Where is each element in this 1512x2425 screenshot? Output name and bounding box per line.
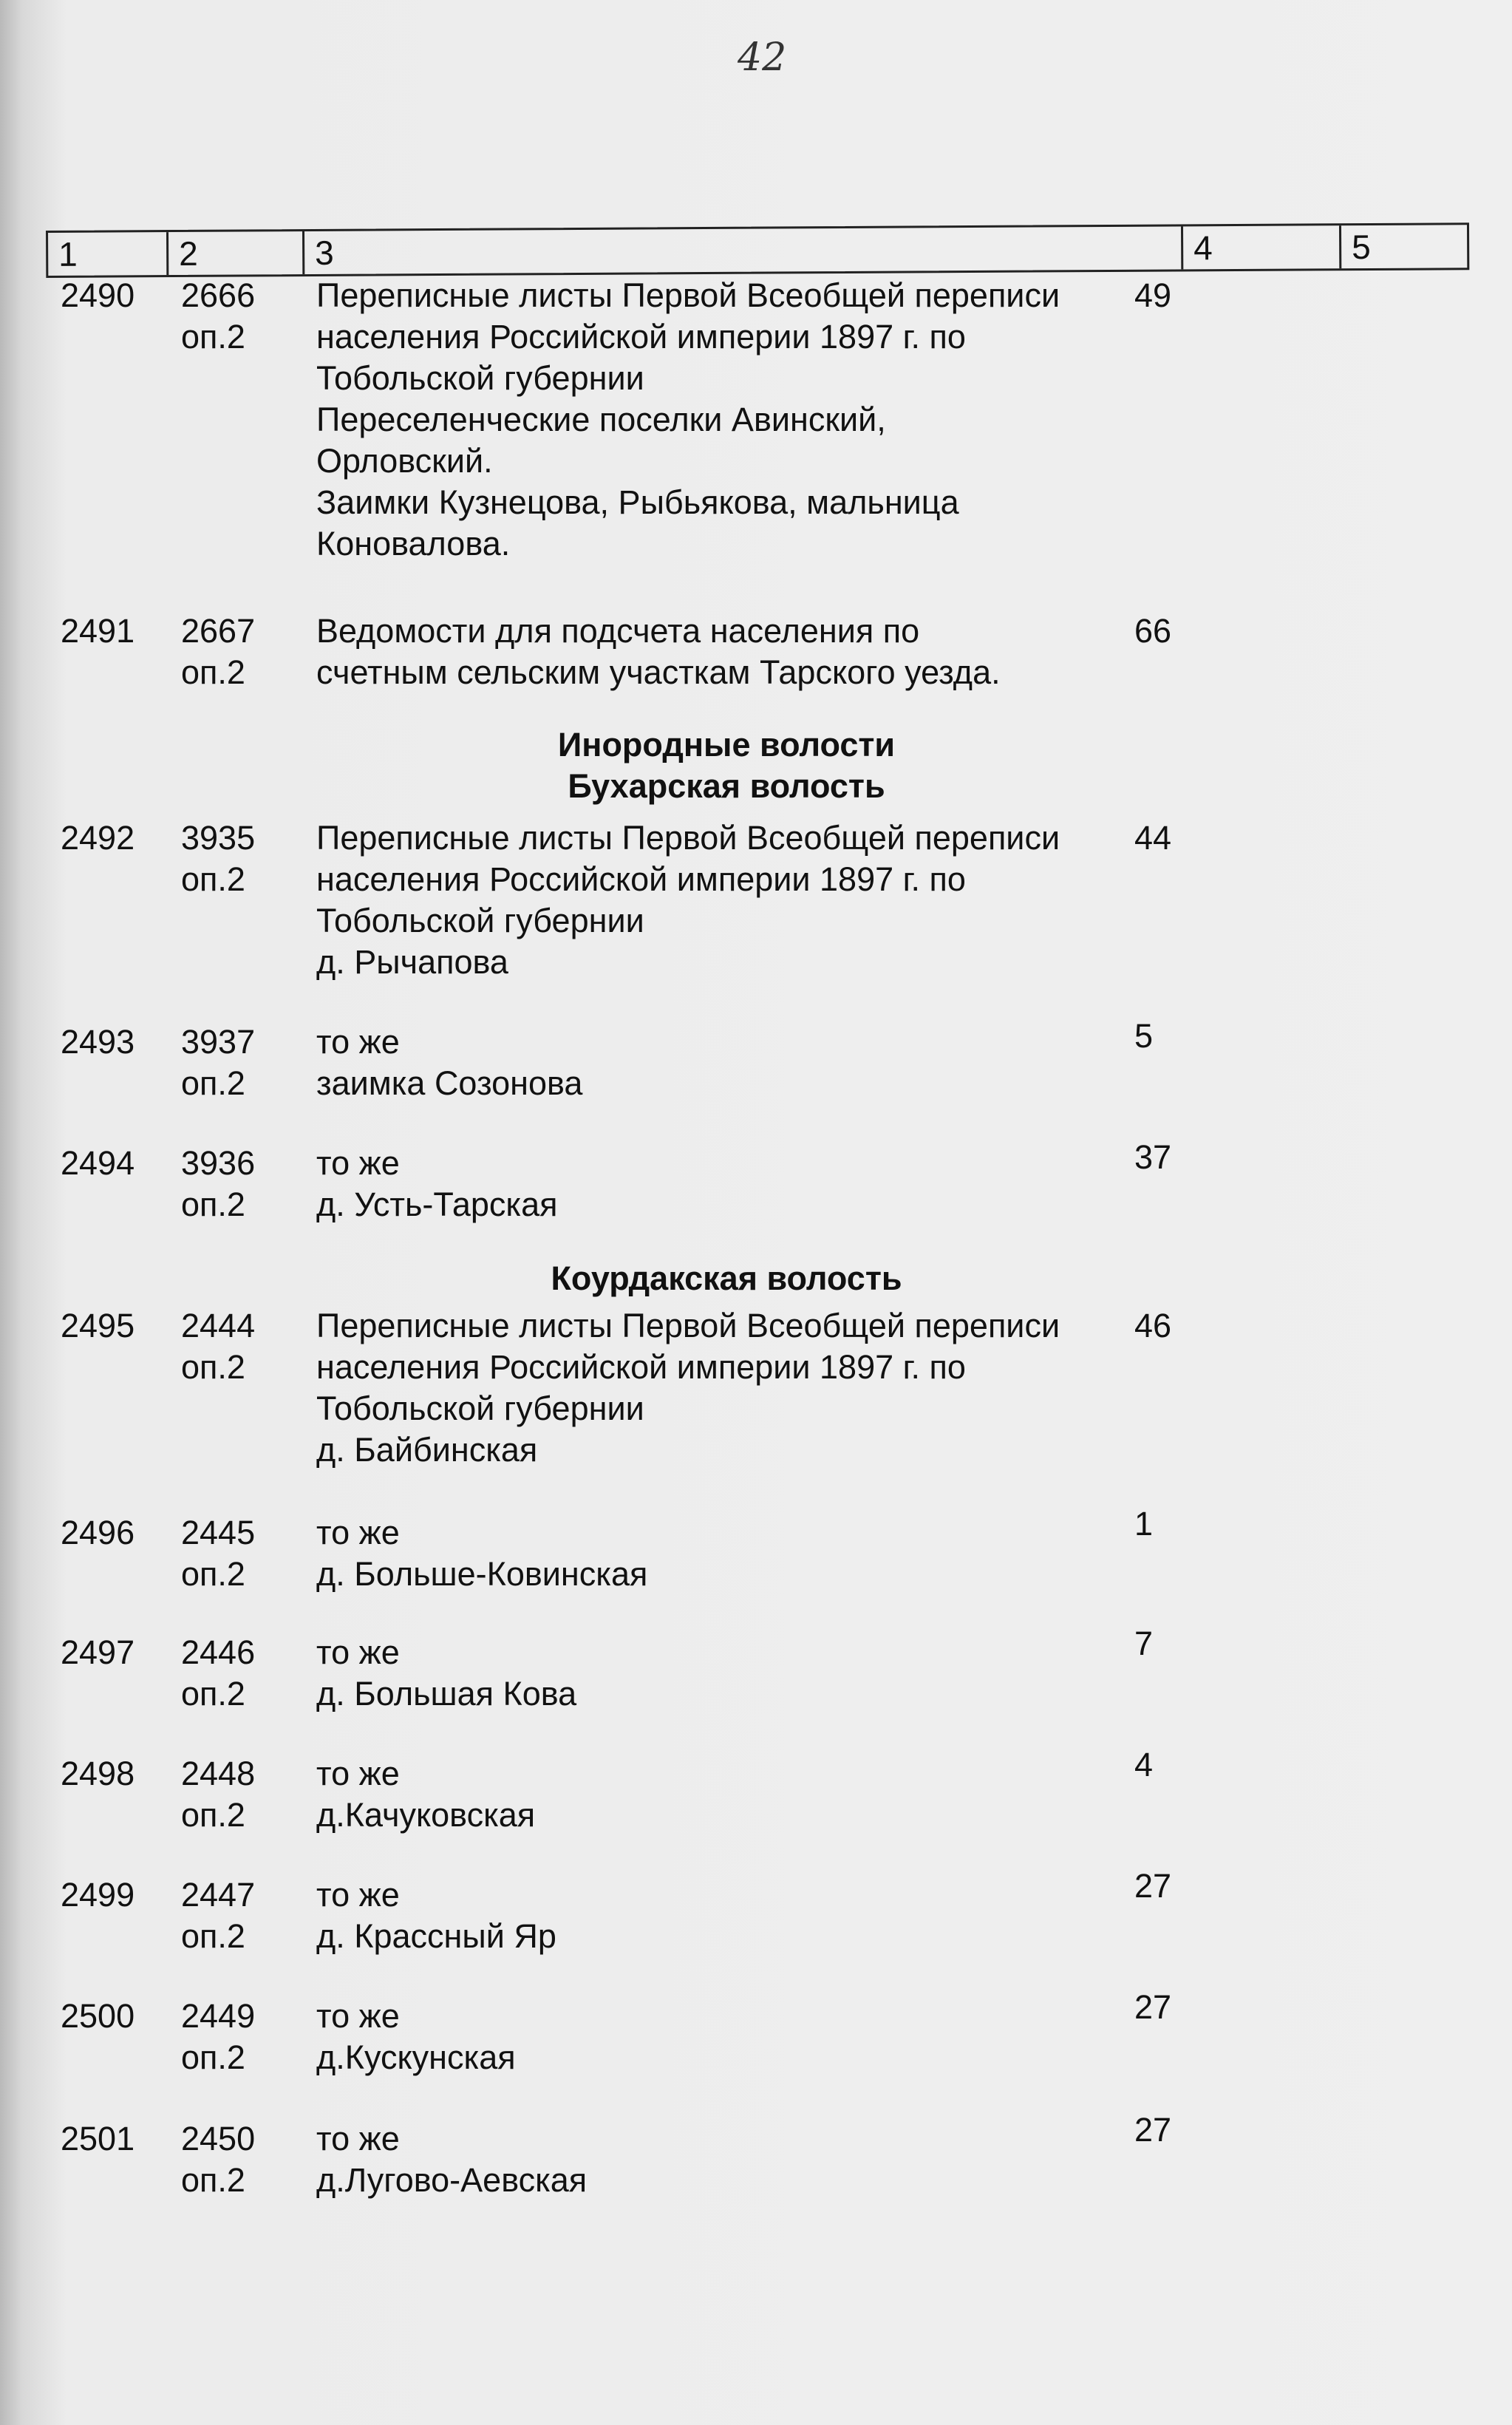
- row-code: [181, 1996, 255, 2078]
- description-line: д.Лугово-Аевская: [316, 2161, 588, 2199]
- description-line: населения Российской империи 1897 г. по: [316, 1348, 966, 1386]
- section-heading-bukharskaya: Бухарская волость: [568, 767, 885, 805]
- description-line: д. Байбинская: [316, 1431, 538, 1469]
- case-number: 2666: [181, 276, 256, 314]
- inventory-number: оп.2: [181, 1796, 245, 1834]
- row-code: [181, 1305, 255, 1388]
- row-code: [181, 817, 255, 900]
- row-description: [316, 1632, 1137, 1715]
- row-description: [316, 1753, 1137, 1836]
- row-number: 2498: [61, 1755, 135, 1792]
- row-description: [316, 1996, 1137, 2078]
- row-number: 2501: [61, 2120, 135, 2157]
- inventory-number: оп.2: [181, 1675, 245, 1713]
- row-description: [316, 1512, 1137, 1595]
- column-header-5: 5: [1352, 227, 1371, 267]
- inventory-number: оп.2: [181, 860, 245, 898]
- row-number: 2495: [61, 1307, 135, 1344]
- description-line: д.Качуковская: [316, 1796, 536, 1834]
- row-code: [181, 1753, 255, 1836]
- inventory-number: оп.2: [181, 1555, 245, 1593]
- sheet-count: 27: [1134, 2111, 1172, 2149]
- row-number: 2499: [61, 1876, 135, 1914]
- row-number: 2497: [61, 1633, 135, 1671]
- section-heading-kourdakskaya: Коурдакская волость: [551, 1259, 902, 1297]
- case-number: 2448: [181, 1755, 256, 1792]
- description-line: Заимки Кузнецова, Рыбьякова, мальница: [316, 483, 959, 521]
- description-line: Тобольской губернии: [316, 902, 644, 939]
- description-line: Коновалова.: [316, 525, 511, 562]
- row-code: [181, 1632, 255, 1715]
- description-line: то же: [316, 1023, 400, 1061]
- sheet-count: 49: [1134, 276, 1172, 314]
- description-line: то же: [316, 1876, 400, 1914]
- sheet-count: 37: [1134, 1138, 1172, 1176]
- description-line: д.Кускунская: [316, 2038, 516, 2076]
- description-line: то же: [316, 1755, 400, 1792]
- sheet-count: 27: [1134, 1988, 1172, 2026]
- row-code: [181, 610, 255, 693]
- case-number: 2445: [181, 1514, 256, 1551]
- inventory-number: оп.2: [181, 1186, 245, 1223]
- description-line: то же: [316, 2120, 400, 2157]
- row-number: 2494: [61, 1144, 135, 1182]
- description-line: населения Российской империи 1897 г. по: [316, 860, 966, 898]
- inventory-number: оп.2: [181, 1917, 245, 1955]
- column-header-2: 2: [168, 231, 304, 275]
- sheet-count: 66: [1134, 612, 1172, 650]
- description-line: Переписные листы Первой Всеобщей переписи: [316, 1307, 1060, 1344]
- sheet-count: 1: [1134, 1505, 1154, 1543]
- row-code: [181, 1143, 255, 1225]
- inventory-number: оп.2: [181, 318, 245, 356]
- case-number: 2446: [181, 1633, 256, 1671]
- description-line: д. Рычапова: [316, 943, 508, 981]
- column-header-4: 4: [1183, 225, 1341, 269]
- inventory-number: оп.2: [181, 1064, 245, 1102]
- inventory-number: оп.2: [181, 2161, 245, 2199]
- sheet-count: 44: [1134, 819, 1172, 857]
- column-header-1: 1: [48, 232, 168, 276]
- row-code: [181, 1512, 255, 1595]
- case-number: 2447: [181, 1876, 256, 1914]
- description-line: д. Усть-Тарская: [316, 1186, 558, 1223]
- row-number: 2490: [61, 276, 135, 314]
- row-description: [316, 817, 1137, 983]
- description-line: Орловский.: [316, 442, 493, 480]
- case-number: 2450: [181, 2120, 256, 2157]
- row-description: [316, 275, 1137, 565]
- row-number: 2493: [61, 1023, 135, 1061]
- sheet-count: 7: [1134, 1625, 1154, 1662]
- description-line: то же: [316, 1144, 400, 1182]
- case-number: 3936: [181, 1144, 256, 1182]
- row-number: 2491: [61, 612, 135, 650]
- row-code: [181, 1021, 255, 1104]
- description-line: д. Крассный Яр: [316, 1917, 556, 1955]
- sheet-count: 5: [1134, 1017, 1154, 1055]
- description-line: то же: [316, 1997, 400, 2035]
- row-number: 2500: [61, 1997, 135, 2035]
- row-description: [316, 2118, 1137, 2201]
- sheet-count: 46: [1134, 1307, 1172, 1344]
- row-number: 2496: [61, 1514, 135, 1551]
- row-code: [181, 2118, 255, 2201]
- description-line: Тобольской губернии: [316, 359, 644, 397]
- inventory-number: оп.2: [181, 653, 245, 691]
- sheet-count: 4: [1134, 1746, 1154, 1783]
- description-line: то же: [316, 1514, 400, 1551]
- description-line: Ведомости для подсчета населения по: [316, 612, 920, 650]
- case-number: 3935: [181, 819, 256, 857]
- description-line: то же: [316, 1633, 400, 1671]
- case-number: 3937: [181, 1023, 256, 1061]
- description-line: заимка Созонова: [316, 1064, 583, 1102]
- description-line: Переписные листы Первой Всеобщей переписи: [316, 276, 1060, 314]
- description-line: д. Большая Кова: [316, 1675, 577, 1713]
- row-description: [316, 610, 1137, 693]
- row-description: [316, 1305, 1137, 1471]
- page-number: 42: [738, 35, 787, 80]
- case-number: 2449: [181, 1997, 256, 2035]
- row-description: [316, 1021, 1137, 1104]
- inventory-number: оп.2: [181, 1348, 245, 1386]
- case-number: 2667: [181, 612, 256, 650]
- inventory-number: оп.2: [181, 2038, 245, 2076]
- row-number: 2492: [61, 819, 135, 857]
- row-description: [316, 1143, 1137, 1225]
- description-line: населения Российской империи 1897 г. по: [316, 318, 966, 356]
- table-header: [46, 222, 1469, 278]
- description-line: счетным сельским участкам Тарского уезда.: [316, 653, 1001, 691]
- description-line: Тобольской губернии: [316, 1390, 644, 1427]
- description-line: д. Больше-Ковинская: [316, 1555, 648, 1593]
- row-code: [181, 1874, 255, 1957]
- case-number: 2444: [181, 1307, 256, 1344]
- description-line: Переселенческие поселки Авинский,: [316, 401, 886, 438]
- description-line: Переписные листы Первой Всеобщей переписи: [316, 819, 1060, 857]
- row-description: [316, 1874, 1137, 1957]
- sheet-count: 27: [1134, 1867, 1172, 1905]
- section-heading-inorodnye: Инородные волости: [557, 726, 896, 763]
- row-code: [181, 275, 255, 358]
- column-header-3: 3: [304, 226, 1183, 274]
